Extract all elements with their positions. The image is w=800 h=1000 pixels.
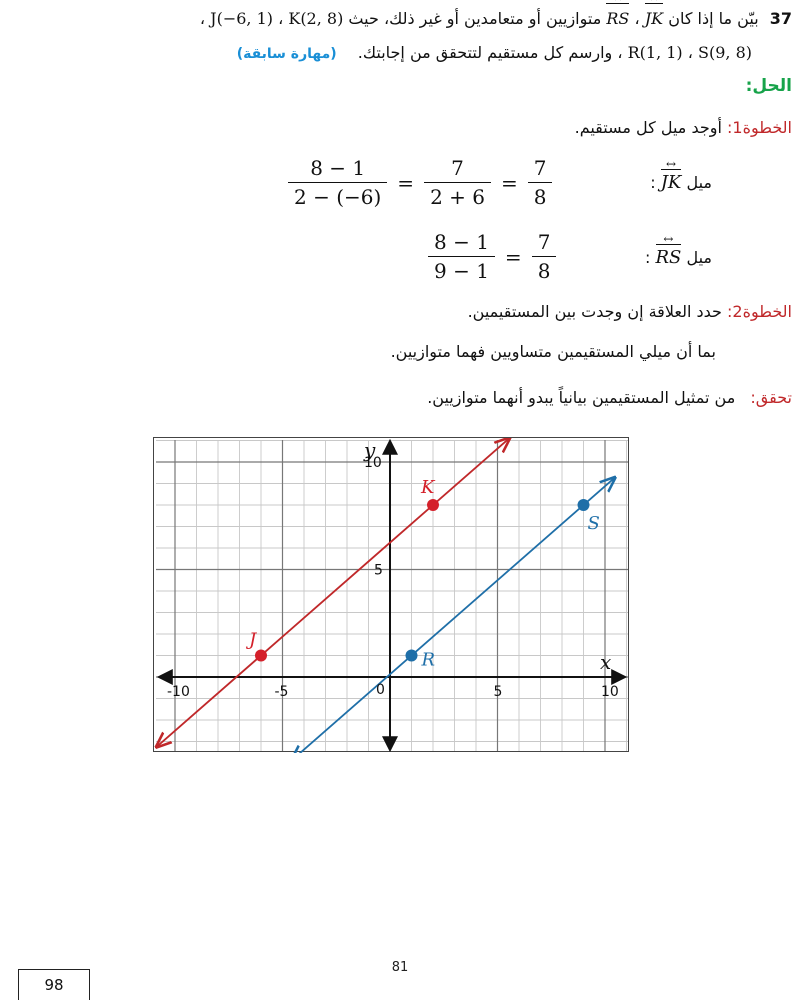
grid-major-lines bbox=[156, 440, 628, 751]
check-label: تحقق: bbox=[750, 388, 792, 407]
slope-rs-fraction-1 bbox=[428, 228, 495, 285]
line-rs bbox=[293, 479, 613, 753]
point-s-dot bbox=[578, 499, 590, 511]
equals-sign: = bbox=[397, 170, 415, 195]
line-jk-symbol: JK ↔ bbox=[645, 6, 663, 32]
point-j-coord: J(−6, 1) bbox=[210, 9, 274, 28]
y-axis-label: y bbox=[364, 438, 376, 462]
fraction-denominator: 2 − (−6) bbox=[294, 185, 382, 209]
point-r-coord: R(1, 1) bbox=[627, 43, 683, 62]
step1-line bbox=[575, 118, 792, 137]
y-tick-label: 10 bbox=[364, 455, 382, 471]
fraction-numerator: 7 bbox=[451, 156, 464, 180]
line-rs-symbol: RS ↔ bbox=[606, 6, 629, 32]
x-axis-label: x bbox=[600, 650, 612, 674]
conclusion-line bbox=[391, 342, 716, 361]
slope-jk-colon: : bbox=[650, 173, 656, 192]
equals-sign: = bbox=[500, 170, 518, 195]
x-tick-label: 10 bbox=[601, 684, 619, 700]
conclusion-text: بما أن ميلي المستقيمين متساويين فهما متوازيين. bbox=[390, 342, 716, 361]
problem-instruction: ، وارسم كل مستقيم لتتحقق من إجابتك. bbox=[357, 43, 623, 62]
check-line bbox=[427, 388, 792, 407]
solution-label: الحل: bbox=[745, 76, 792, 96]
origin-label: 0 bbox=[376, 682, 385, 698]
fraction-numerator: 7 bbox=[533, 156, 547, 180]
point-k-dot bbox=[427, 499, 439, 511]
skill-tag: (مهارة سابقة) bbox=[236, 46, 337, 62]
point-j-label: J bbox=[249, 629, 257, 651]
x-tick-label: 5 bbox=[493, 684, 503, 700]
point-k-label: K bbox=[421, 477, 435, 498]
point-j-dot bbox=[255, 650, 267, 662]
step1-text: أوجد ميل كل مستقيم. bbox=[574, 118, 722, 137]
problem-comma: ، bbox=[634, 9, 640, 28]
fraction-denominator: 8 bbox=[537, 259, 551, 283]
y-tick-label: 5 bbox=[374, 562, 383, 579]
slope-jk-fraction-3 bbox=[528, 154, 553, 211]
slope-rs-line-symbol: RS ↔ bbox=[656, 247, 682, 268]
x-tick-label: -10 bbox=[167, 684, 190, 700]
slope-word-jk: ميل bbox=[686, 173, 712, 192]
point-marks bbox=[245, 477, 600, 671]
slope-jk-equation bbox=[282, 154, 558, 211]
page-number: 81 bbox=[391, 960, 409, 975]
problem-statement-line-2: S(9, 8) ، R(1, 1) ، وارسم كل مستقيم لتتحقق من إجابتك. (مهارة سابقة) bbox=[236, 43, 752, 62]
slope-jk-label bbox=[650, 172, 712, 193]
fraction-numerator: 7 bbox=[537, 230, 551, 254]
grid-minor-lines bbox=[156, 440, 628, 751]
problem-question: متوازيين أو متعامدين أو غير ذلك، حيث bbox=[348, 9, 602, 28]
fraction-denominator: 8 bbox=[533, 185, 547, 209]
check-text: من تمثيل المستقيمين بيانياً يبدو أنهما متوازيين. bbox=[427, 388, 736, 407]
slope-jk-fraction-2 bbox=[424, 154, 491, 211]
point-k-coord: K(2, 8) bbox=[288, 9, 344, 28]
equals-sign: = bbox=[504, 244, 522, 269]
point-s-label: S bbox=[587, 513, 600, 534]
slope-rs-equation bbox=[422, 228, 562, 285]
tick-labels bbox=[167, 455, 619, 700]
point-r-label: R bbox=[421, 649, 436, 671]
slope-jk-line-symbol: JK ↔ bbox=[661, 172, 682, 193]
corner-page-number: 98 bbox=[18, 969, 90, 1000]
coordinate-graph bbox=[153, 437, 629, 752]
point-r-dot bbox=[406, 650, 418, 662]
step2-label: الخطوة2: bbox=[727, 302, 792, 321]
x-tick-label: -5 bbox=[274, 684, 289, 700]
step2-text: حدد العلاقة إن وجدت بين المستقيمين. bbox=[467, 302, 722, 321]
slope-rs-colon: : bbox=[645, 248, 651, 267]
step1-label: الخطوة1: bbox=[727, 118, 792, 137]
fraction-denominator: 2 + 6 bbox=[430, 185, 485, 209]
problem-statement-line-1: 37 بيّن ما إذا كان JK ↔ ، RS ↔ متوازيين أو متعامدين أو غير ذلك، حيث K(2, 8) ، J(−6, 1) ، bbox=[2, 6, 792, 32]
fraction-denominator: 9 − 1 bbox=[434, 259, 489, 283]
fraction-numerator: 8 − 1 bbox=[310, 156, 366, 180]
fraction-numerator: 8 − 1 bbox=[434, 230, 489, 254]
graph-canvas bbox=[154, 438, 630, 753]
problem-number: 37 bbox=[769, 9, 792, 28]
problem-intro: بيّن ما إذا كان bbox=[668, 9, 759, 28]
line-jk bbox=[158, 439, 508, 746]
slope-rs-label bbox=[645, 247, 712, 268]
slope-rs-fraction-2 bbox=[532, 228, 557, 285]
point-s-coord: S(9, 8) bbox=[698, 43, 752, 62]
slope-word-rs: ميل bbox=[686, 248, 712, 267]
slope-jk-fraction-1 bbox=[288, 154, 387, 211]
step2-line bbox=[468, 302, 792, 321]
